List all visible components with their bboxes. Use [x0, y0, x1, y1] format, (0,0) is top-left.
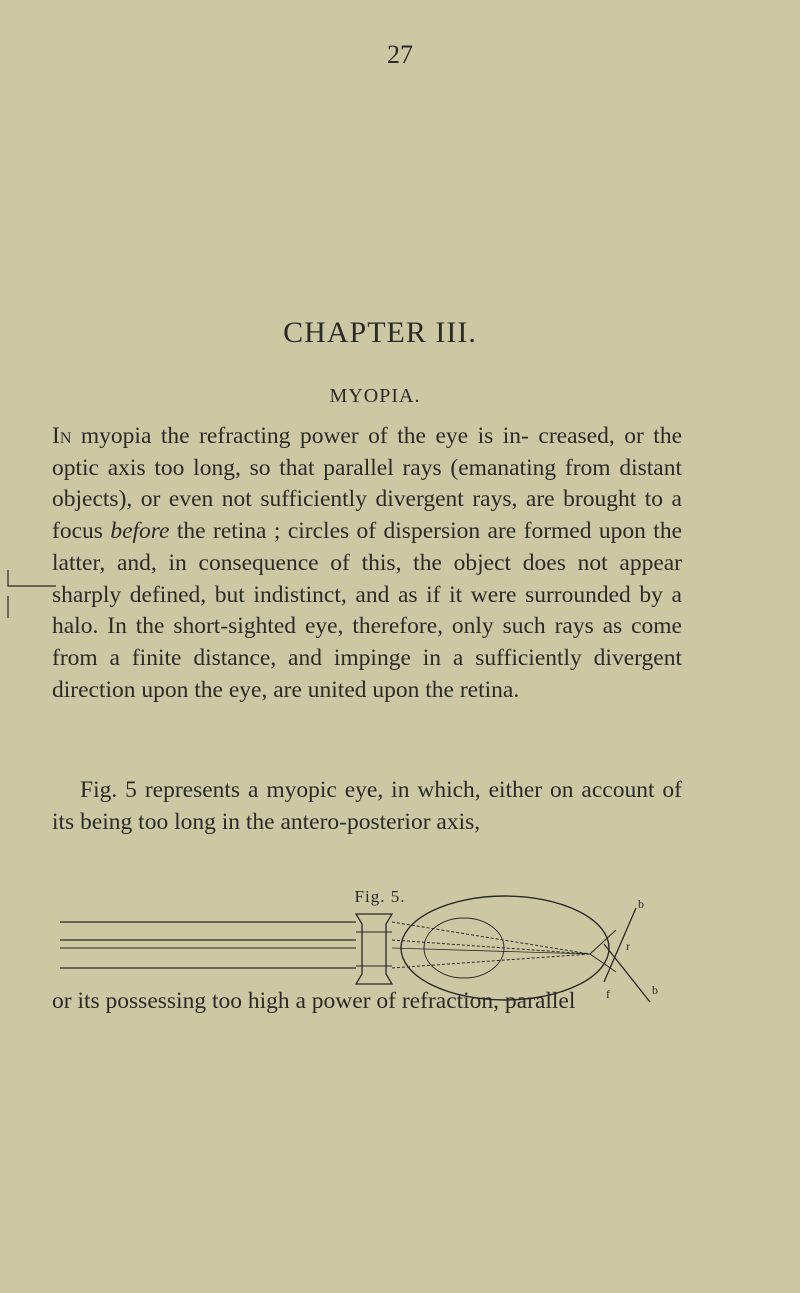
label-r: r — [626, 939, 630, 953]
continuation-line: or its possessing too high a power of refraction, parallel — [52, 988, 576, 1014]
emphasis-before: before — [110, 518, 170, 545]
paragraph-1 — [52, 421, 682, 706]
page-number: 27 — [387, 40, 413, 69]
paragraph-rest: the retina ; circles of dispersion are formed upon the latter, and, in consequence of this, the object does not appear sharply defined, but indistinct, and as if it were surrounded by a halo. In the short-sighted eye, therefore, only such rays as come from a finite distance, and impinge in a sufficiently divergent direction upon the eye, are united upon the retina. — [52, 518, 682, 703]
label-f: f — [606, 987, 610, 1001]
myopic-eye-diagram — [60, 897, 700, 1001]
figure-caption: Fig. 5. — [354, 887, 406, 906]
paragraph-lead: In — [52, 423, 72, 449]
label-b-bottom: b — [652, 983, 658, 997]
chapter-title: CHAPTER III. — [283, 316, 477, 349]
section-title: MYOPIA. — [329, 385, 421, 407]
paragraph-text: myopia the refracting power of the eye is in- creased, or the optic axis too long, so that parallel rays (emanating from distant objects), or even not sufficiently divergent rays, are brought to a focus — [52, 423, 682, 545]
margin-bracket-mark — [0, 566, 60, 646]
label-b-top: b — [638, 897, 644, 911]
paragraph-2: Fig. 5 represents a myopic eye, in which, either on account of its being too long in the antero-posterior axis, — [52, 777, 682, 835]
